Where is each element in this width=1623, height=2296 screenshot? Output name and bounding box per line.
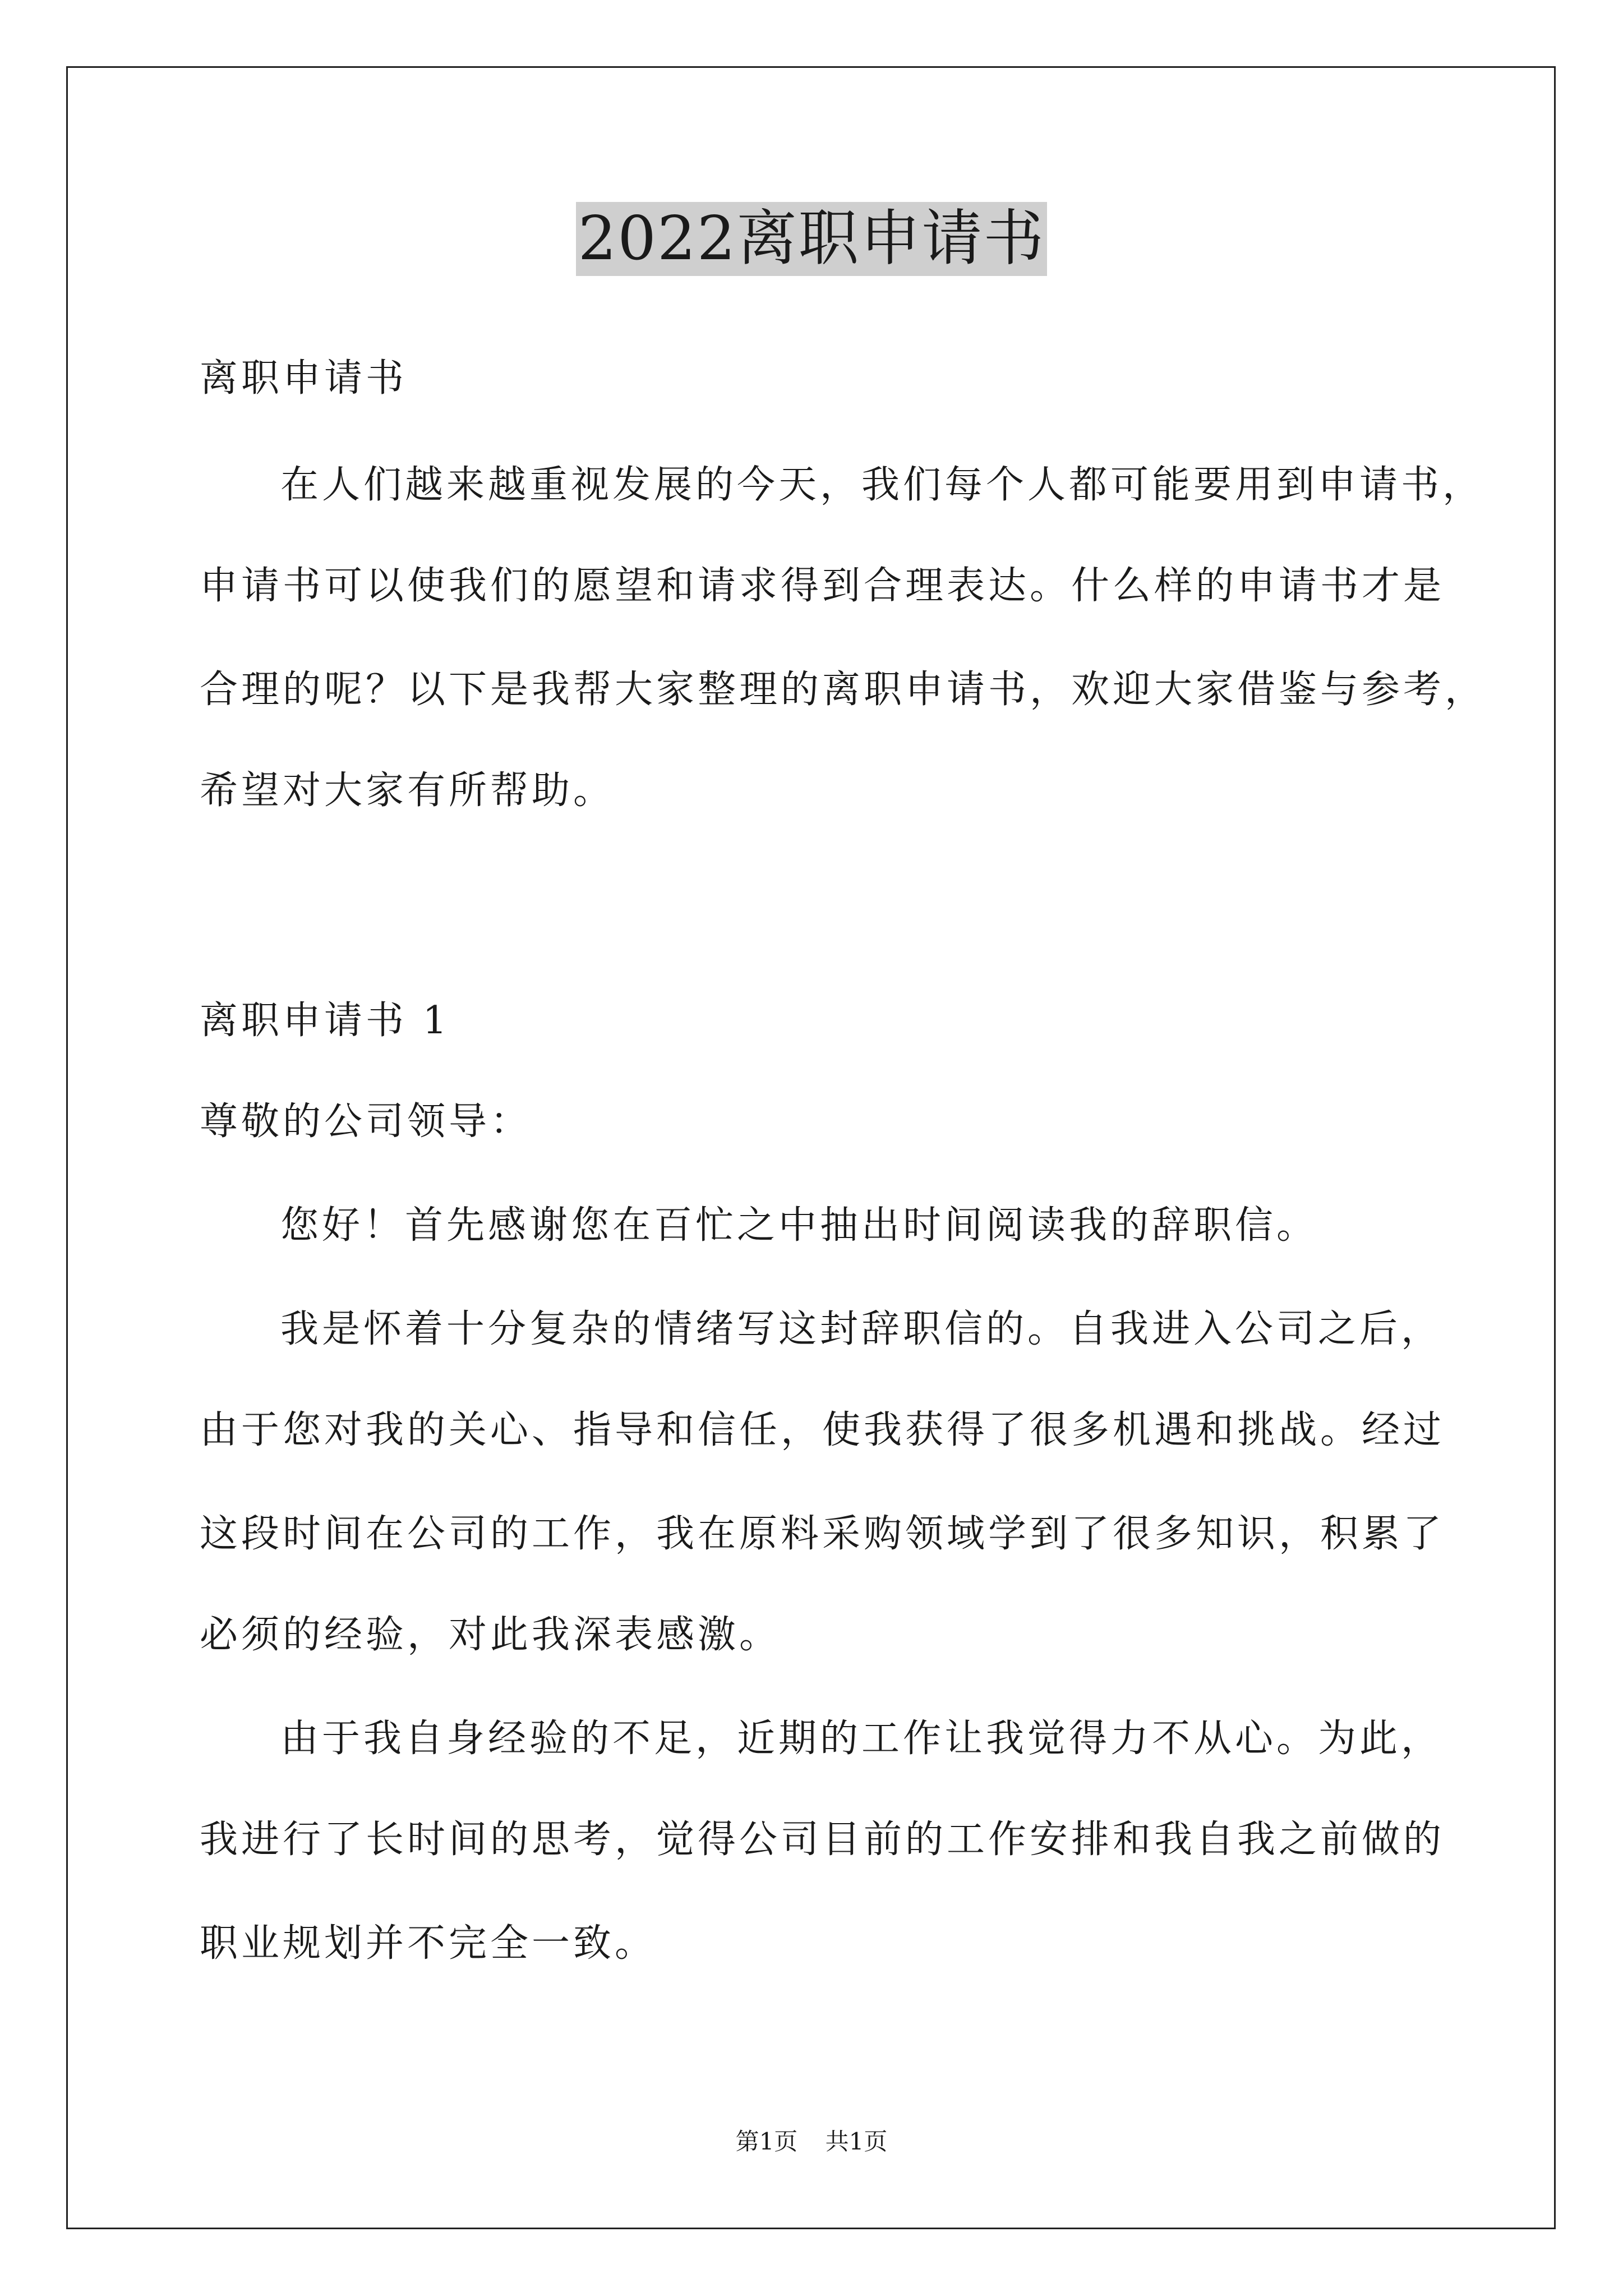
paragraph1-line-3: 这段时间在公司的工作，我在原料采购领域学到了很多知识，积累了	[200, 1512, 1445, 1556]
paragraph2-line-2: 我进行了长时间的思考，觉得公司目前的工作安排和我自我之前做的	[200, 1818, 1445, 1862]
intro-line-4: 希望对大家有所帮助。	[200, 769, 615, 813]
page-number-total: 共1页	[825, 2128, 888, 2155]
document-title: 2022离职申请书	[576, 202, 1048, 276]
subtitle: 离职申请书	[200, 356, 408, 401]
paragraph1-line-4: 必须的经验，对此我深表感激。	[200, 1613, 781, 1657]
intro-line-2: 申请书可以使我们的愿望和请求得到合理表达。什么样的申请书才是	[200, 564, 1445, 608]
greeting-line: 您好！首先感谢您在百忙之中抽出时间阅读我的辞职信。	[280, 1203, 1318, 1248]
paragraph2-line-3: 职业规划并不完全一致。	[200, 1921, 657, 1966]
page-number-current: 第1页	[735, 2128, 798, 2155]
paragraph1-line-1: 我是怀着十分复杂的情绪写这封辞职信的。自我进入公司之后，	[280, 1307, 1443, 1351]
section-heading: 离职申请书 1	[200, 999, 450, 1043]
page-footer	[0, 2126, 1623, 2157]
title-container	[0, 202, 1623, 276]
paragraph2-line-1: 由于我自身经验的不足，近期的工作让我觉得力不从心。为此，	[280, 1717, 1443, 1761]
paragraph1-line-2: 由于您对我的关心、指导和信任，使我获得了很多机遇和挑战。经过	[200, 1408, 1445, 1452]
intro-line-1: 在人们越来越重视发展的今天，我们每个人都可能要用到申请书，	[280, 463, 1484, 507]
intro-line-3: 合理的呢？以下是我帮大家整理的离职申请书，欢迎大家借鉴与参考，	[200, 668, 1487, 712]
salutation: 尊敬的公司领导：	[200, 1099, 532, 1144]
